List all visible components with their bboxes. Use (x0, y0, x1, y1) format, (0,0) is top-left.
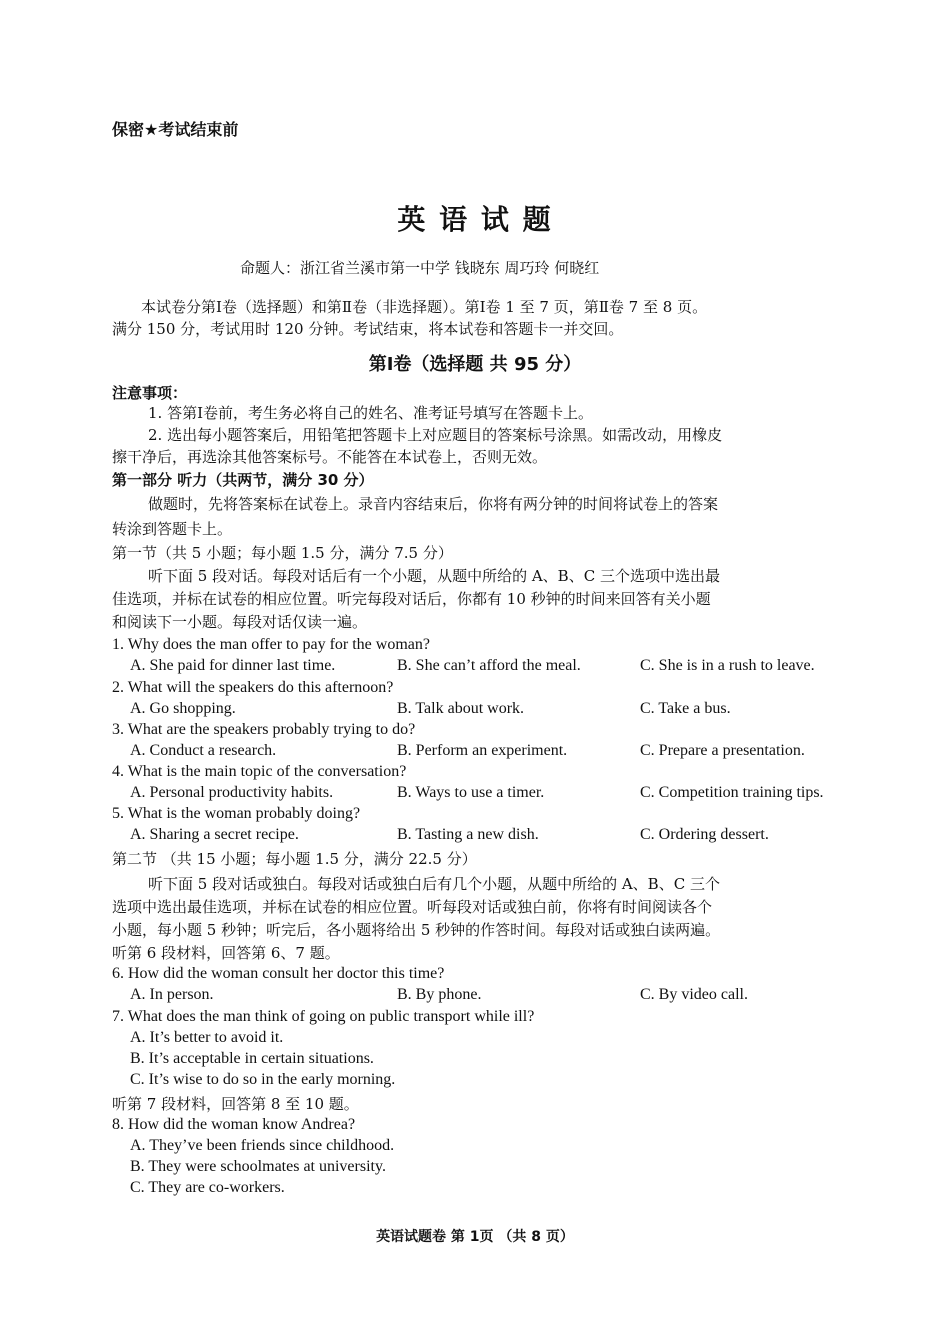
question-2-option-c: C. Take a bus. (640, 700, 731, 717)
part1-heading: 第一部分 听力（共两节，满分 30 分） (112, 471, 374, 489)
question-7-stem: 7. What does the man think of going on public transport while ill? (112, 1008, 535, 1025)
question-3-option-a: A. Conduct a research. (130, 742, 277, 759)
question-4-option-a: A. Personal productivity habits. (130, 784, 334, 801)
question-2-option-a: A. Go shopping. (130, 700, 236, 717)
question-1-option-a: A. She paid for dinner last time. (130, 657, 336, 674)
material-6-instruction: 听第 6 段材料，回答第 6、7 题。 (112, 944, 340, 962)
section2-heading: 第二节 （共 15 小题；每小题 1.5 分，满分 22.5 分） (112, 850, 477, 868)
intro-line-1: 本试卷分第Ⅰ卷（选择题）和第Ⅱ卷（非选择题）。第Ⅰ卷 1 至 7 页，第Ⅱ卷 7 至 8 页。 (141, 298, 708, 316)
question-3-option-c: C. Prepare a presentation. (640, 742, 805, 759)
volume-title: 第Ⅰ卷（选择题 共 95 分） (368, 354, 582, 375)
question-1-option-b: B. She can’t afford the meal. (397, 657, 581, 674)
note-2b: 擦干净后，再选涂其他答案标号。不能答在本试卷上，否则无效。 (112, 448, 548, 466)
question-8-option-a: A. They’ve been friends since childhood. (130, 1137, 395, 1154)
question-7-option-a: A. It’s better to avoid it. (130, 1029, 284, 1046)
section1-instr-2: 佳选项，并标在试卷的相应位置。听完每段对话后，你都有 10 秒钟的时间来回答有关小题 (112, 590, 711, 608)
question-1-stem: 1. Why does the man offer to pay for the woman? (112, 636, 430, 653)
question-3-option-b: B. Perform an experiment. (397, 742, 568, 759)
part1-instr-1: 做题时，先将答案标在试卷上。录音内容结束后，你将有两分钟的时间将试卷上的答案 (148, 495, 719, 513)
question-7-option-c: C. It’s wise to do so in the early morning. (130, 1071, 396, 1088)
question-2-stem: 2. What will the speakers do this afternoon? (112, 679, 394, 696)
question-8-stem: 8. How did the woman know Andrea? (112, 1116, 356, 1133)
question-6-option-a: A. In person. (130, 986, 214, 1003)
section1-instr-1: 听下面 5 段对话。每段对话后有一个小题，从题中所给的 A、B、C 三个选项中选出最 (148, 567, 720, 585)
question-2-option-b: B. Talk about work. (397, 700, 525, 717)
page-footer: 英语试题卷 第 1页 （共 8 页） (376, 1229, 574, 1245)
section2-instr-3: 小题，每小题 5 秒钟；听完后，各小题将给出 5 秒钟的作答时间。每段对话或独白读两遍。 (112, 921, 721, 939)
intro-line-2: 满分 150 分，考试用时 120 分钟。考试结束，将本试卷和答题卡一并交回。 (112, 320, 624, 338)
question-5-stem: 5. What is the woman probably doing? (112, 805, 361, 822)
question-5-option-a: A. Sharing a secret recipe. (130, 826, 299, 843)
note-2a: 2. 选出每小题答案后，用铅笔把答题卡上对应题目的答案标号涂黑。如需改动，用橡皮 (148, 426, 723, 444)
notes-heading: 注意事项： (112, 384, 188, 402)
question-5-option-c: C. Ordering dessert. (640, 826, 769, 843)
question-4-option-b: B. Ways to use a timer. (397, 784, 545, 801)
question-6-option-c: C. By video call. (640, 986, 748, 1003)
question-7-option-b: B. It’s acceptable in certain situations. (130, 1050, 374, 1067)
page-title: 英 语 试 题 (397, 203, 553, 236)
question-4-option-c: C. Competition training tips. (640, 784, 824, 801)
note-1: 1. 答第Ⅰ卷前，考生务必将自己的姓名、准考证号填写在答题卡上。 (148, 404, 594, 422)
section1-instr-3: 和阅读下一小题。每段对话仅读一遍。 (112, 613, 368, 631)
question-5-option-b: B. Tasting a new dish. (397, 826, 539, 843)
question-4-stem: 4. What is the main topic of the conversation? (112, 763, 407, 780)
question-8-option-c: C. They are co-workers. (130, 1179, 285, 1196)
question-8-option-b: B. They were schoolmates at university. (130, 1158, 386, 1175)
section1-heading: 第一节（共 5 小题；每小题 1.5 分，满分 7.5 分） (112, 544, 453, 562)
confidential-label: 保密★考试结束前 (112, 120, 239, 139)
part1-instr-2: 转涂到答题卡上。 (112, 520, 233, 538)
authors-line: 命题人：浙江省兰溪市第一中学 钱晓东 周巧玲 何晓红 (240, 259, 600, 277)
section2-instr-2: 选项中选出最佳选项，并标在试卷的相应位置。听每段对话或独白前，你将有时间阅读各个 (112, 898, 713, 916)
material-7-instruction: 听第 7 段材料，回答第 8 至 10 题。 (112, 1095, 359, 1113)
question-6-option-b: B. By phone. (397, 986, 482, 1003)
question-1-option-c: C. She is in a rush to leave. (640, 657, 815, 674)
question-6-stem: 6. How did the woman consult her doctor this time? (112, 965, 445, 982)
section2-instr-1: 听下面 5 段对话或独白。每段对话或独白后有几个小题，从题中所给的 A、B、C 三个 (148, 875, 720, 893)
question-3-stem: 3. What are the speakers probably trying to do? (112, 721, 416, 738)
